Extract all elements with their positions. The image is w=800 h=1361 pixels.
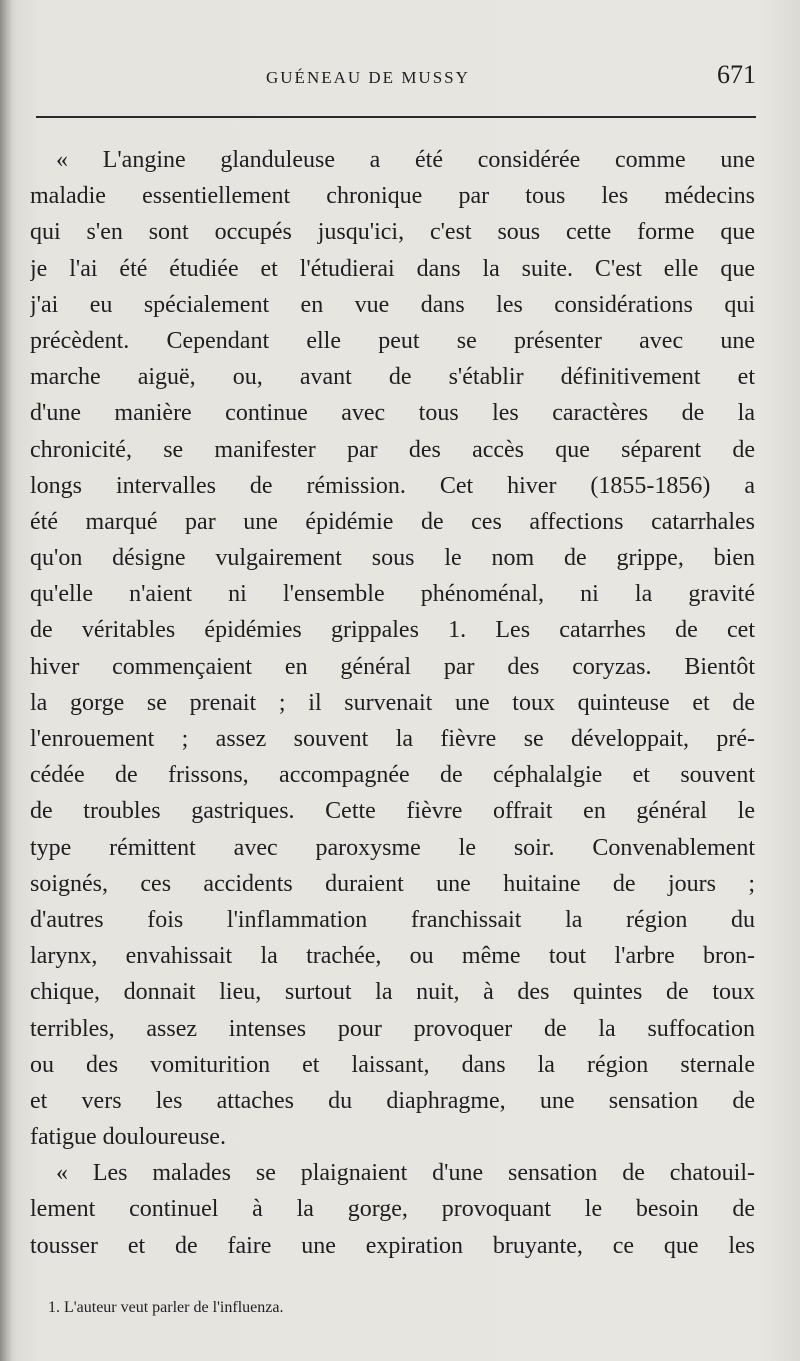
page-number: 671 xyxy=(717,60,756,89)
page-gutter-shadow xyxy=(0,0,12,1361)
text-line: et vers les attaches du diaphragme, une sensation de xyxy=(30,1087,755,1114)
text-line: terribles, assez intenses pour provoquer de la suffocation xyxy=(30,1015,755,1042)
text-line: qui s'en sont occupés jusqu'ici, c'est sous cette forme que xyxy=(30,219,755,246)
text-line: de troubles gastriques. Cette fièvre offrait en général le xyxy=(30,798,755,825)
text-line: tousser et de faire une expiration bruyante, ce que les xyxy=(30,1232,755,1259)
text-line: ou des vomiturition et laissant, dans la région sternale xyxy=(30,1051,755,1078)
text-line: d'autres fois l'inflammation franchissait la région du xyxy=(30,906,755,933)
text-line: lement continuel à la gorge, provoquant le besoin de xyxy=(30,1196,755,1223)
text-line: la gorge se prenait ; il survenait une toux quinteuse et de xyxy=(30,689,755,716)
text-line: fatigue douloureuse. xyxy=(30,1124,226,1151)
text-line: soignés, ces accidents duraient une huitaine de jours ; xyxy=(30,870,755,897)
text-line: l'enrouement ; assez souvent la fièvre se développait, pré- xyxy=(30,726,755,752)
text-line: « L'angine glanduleuse a été considérée comme une xyxy=(56,147,755,173)
text-line: cédée de frissons, accompagnée de céphalalgie et souvent xyxy=(30,762,755,789)
text-line: larynx, envahissait la trachée, ou même tout l'arbre bron- xyxy=(30,943,755,970)
header-rule xyxy=(36,116,756,118)
text-line: chique, donnait lieu, surtout la nuit, à des quintes de toux xyxy=(30,979,755,1006)
text-line: été marqué par une épidémie de ces affections catarrhales xyxy=(30,508,755,535)
text-line: je l'ai été étudiée et l'étudierai dans la suite. C'est elle que xyxy=(30,255,755,282)
text-line: hiver commençaient en général par des coryzas. Bientôt xyxy=(30,653,755,680)
footnote: 1. L'auteur veut parler de l'influenza. xyxy=(48,1299,284,1316)
text-line: j'ai eu spécialement en vue dans les considérations qui xyxy=(30,291,755,318)
text-line: qu'elle n'aient ni l'ensemble phénoménal, ni la gravité xyxy=(30,581,755,608)
text-line: qu'on désigne vulgairement sous le nom de grippe, bien xyxy=(30,545,755,572)
running-head: GUÉNEAU DE MUSSY xyxy=(266,68,470,87)
text-line: d'une manière continue avec tous les caractères de la xyxy=(30,400,755,427)
text-line: chronicité, se manifester par des accès que séparent de xyxy=(30,436,755,463)
text-line: longs intervalles de rémission. Cet hiver (1855-1856) a xyxy=(30,472,755,499)
text-line: « Les malades se plaignaient d'une sensation de chatouil- xyxy=(56,1160,755,1187)
text-line: maladie essentiellement chronique par tous les médecins xyxy=(30,183,755,210)
text-line: précèdent. Cependant elle peut se présenter avec une xyxy=(30,327,755,354)
text-line: de véritables épidémies grippales 1. Les catarrhes de cet xyxy=(30,617,755,644)
text-line: type rémittent avec paroxysme le soir. Convenablement xyxy=(30,834,755,861)
page-header xyxy=(36,60,756,94)
text-line: marche aiguë, ou, avant de s'établir définitivement et xyxy=(30,364,755,391)
body-text xyxy=(30,142,755,1264)
